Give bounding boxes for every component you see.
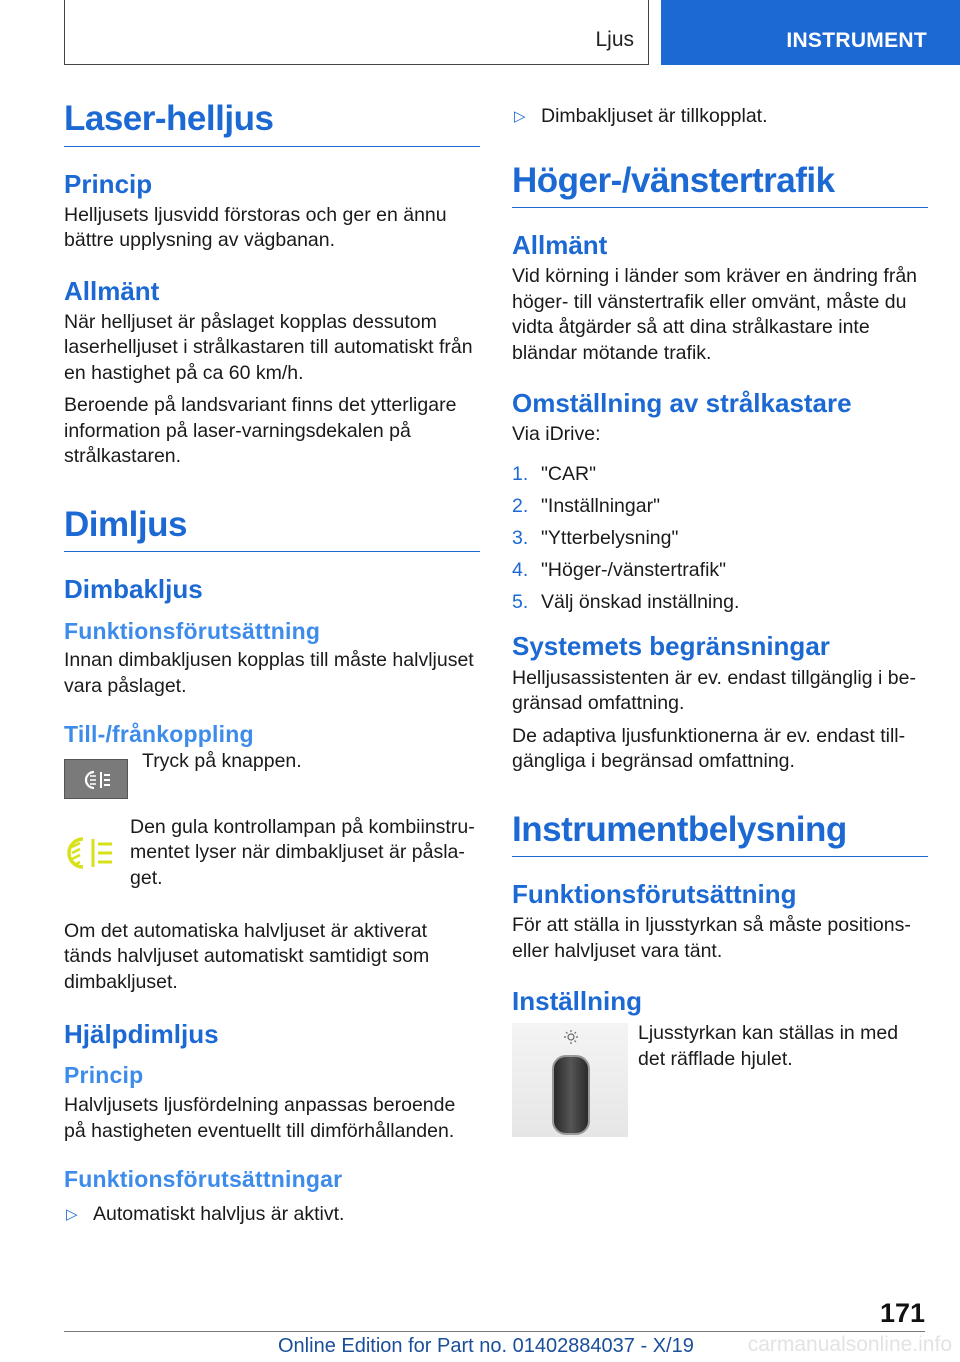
hjalp-princip-text: Halvljusets ljusfördelning anpassas beroende på hastigheten eventuellt till dimförhållanden. xyxy=(64,1094,456,1142)
bullet-text: Automatiskt halvljus är aktivt. xyxy=(93,1202,345,1225)
dimbakljus-heading: Dimbakljus xyxy=(64,574,203,605)
princip-text: Helljusets ljusvidd förstoras och ger en ännu bättre upplysning av vägbanan. xyxy=(64,203,447,252)
rear-fog-indicator-icon xyxy=(66,835,118,871)
tryck-text: Tryck på knappen. xyxy=(142,749,302,772)
bullet-item xyxy=(512,104,928,130)
list-item: 5. Välj önskad inställning. xyxy=(512,590,740,613)
list-item: 3. "Ytterbelysning" xyxy=(512,526,679,549)
hjalpdimljus-heading: Hjälpdimljus xyxy=(64,1019,219,1050)
installning-text: Ljusstyrkan kan ställas in med det räfflade hjulet. xyxy=(638,1022,899,1070)
princip-heading: Princip xyxy=(64,168,153,199)
laser-helljus-title: Laser-helljus xyxy=(64,100,480,147)
fog-indicator-row xyxy=(64,815,480,901)
steps-list xyxy=(512,462,928,616)
triangle-bullet-icon: ▷ xyxy=(514,108,526,125)
triangle-bullet-icon: ▷ xyxy=(66,1205,78,1223)
dimmer-thumbwheel xyxy=(552,1055,590,1135)
instrumentbelysning-title: Instrumentbelysning xyxy=(512,811,928,858)
via-idrive-text: Via iDrive: xyxy=(512,423,601,446)
till-frankoppling-heading: Till-/frånkoppling xyxy=(64,721,254,748)
funktionsforutsattning-text: För att ställa in ljusstyrkan så måste positions- eller halvljuset vara tänt. xyxy=(512,914,911,962)
kontrollampa-text: Den gula kontrollampan på kombiinstrumentet lyser när dimbakljuset är påslaget. xyxy=(130,815,475,889)
omstallning-heading: Omställning av strålkastare xyxy=(512,388,852,419)
list-item: 1. "CAR" xyxy=(512,462,597,485)
allmant-text-2: Beroende på landsvariant finns det ytterligare information på laser-varningsdekalen på strålkastaren. xyxy=(64,394,457,468)
begransningar-text-2: De adaptiva ljusfunktionerna är ev. endast tillgängliga i begränsad omfattning. xyxy=(512,724,906,773)
hoger-vanstertrafik-title: Höger-/vänstertrafik xyxy=(512,162,928,209)
right-column xyxy=(512,100,928,1143)
funktionsforutsattningar-heading: Funktionsförutsättningar xyxy=(64,1166,343,1193)
hjalp-princip-heading: Princip xyxy=(64,1062,144,1089)
watermark: carmanualsonline.info xyxy=(747,1333,952,1356)
bullet-text: Dimbakljuset är tillkopplat. xyxy=(541,105,768,127)
dimljus-title: Dimljus xyxy=(64,506,480,553)
thumbwheel-image xyxy=(512,1023,628,1137)
allmant-heading: Allmänt xyxy=(64,275,160,306)
allmant-text: Vid körning i länder som kräver en ändring från höger- till vänstertrafik eller omvänt, måste du vidta åtgärder så att dina strålkastare inte bländar mötande trafik. xyxy=(512,265,918,364)
installning-heading: Inställning xyxy=(512,986,642,1017)
footer-divider xyxy=(64,1331,925,1332)
wheel-row xyxy=(512,1023,928,1143)
header-chapter-box xyxy=(661,0,960,65)
allmant-text-1: När helljuset är påslaget kopplas dessutom laserhelljuset i strålkastaren till automatiskt från en hastighet på ca 60 km/h. xyxy=(64,310,473,384)
edition-text: Online Edition for Part no. 01402884037 - X/19 xyxy=(278,1335,694,1357)
section-title: Ljus xyxy=(595,28,634,51)
rear-fog-light-icon xyxy=(82,769,112,791)
begransningar-text-1: Helljusassistenten är ev. endast tillgänglig i begränsad omfattning. xyxy=(512,666,916,715)
funktionsforutsattning-heading: Funktionsförutsättning xyxy=(512,879,797,910)
header-section-box xyxy=(64,0,649,65)
dimmer-icon xyxy=(562,1029,580,1045)
funktionsforutsattning-text: Innan dimbakljusen kopplas till måste halvljuset vara påslaget. xyxy=(64,649,474,697)
fog-button-row xyxy=(64,749,480,807)
fog-button-image xyxy=(64,759,128,799)
chapter-title: INSTRUMENT xyxy=(786,29,927,52)
systemets-begransningar-heading: Systemets begränsningar xyxy=(512,631,830,662)
allmant-heading: Allmänt xyxy=(512,230,608,260)
left-column xyxy=(64,100,480,1227)
bullet-item xyxy=(64,1202,480,1228)
auto-halvljus-text: Om det automatiska halvljuset är aktiverat tänds halvljuset automatiskt samtidigt som dimbakljuset. xyxy=(64,919,430,993)
funktionsforutsattning-heading: Funktionsförutsättning xyxy=(64,617,321,644)
list-item: 4. "Höger-/vänstertrafik" xyxy=(512,558,727,581)
page-number: 171 xyxy=(879,1298,925,1328)
list-item: 2. "Inställningar" xyxy=(512,494,660,517)
